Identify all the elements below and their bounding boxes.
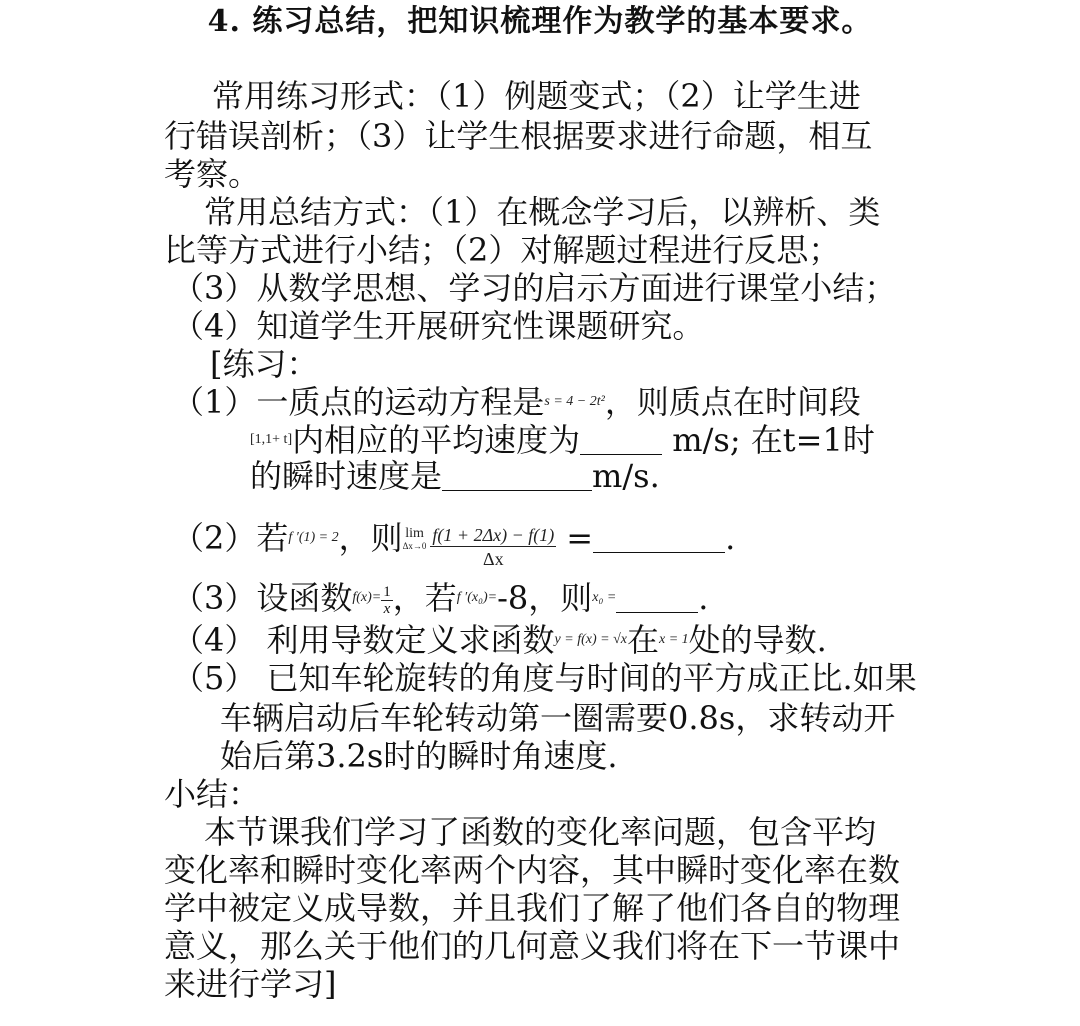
question-4-text-a: （4） 利用导数定义求函数 (172, 621, 555, 659)
question-3-text-c: -8，则 (497, 579, 593, 617)
section-title: 4. 练习总结，把知识梳理作为教学的基本要求。 (207, 4, 873, 39)
summary-methods-line-1: 常用总结方式：（1）在概念学习后，以辨析、类 (204, 193, 881, 231)
question-1-text-f: m/s. (592, 457, 660, 495)
conclusion-line-5: 来进行学习] (164, 965, 337, 1003)
question-3-line (172, 578, 708, 618)
time-interval-formula: [1,1+ t] (250, 432, 293, 447)
question-2-line (172, 518, 735, 571)
exercise-header: [练习： (210, 345, 319, 383)
average-speed-blank (580, 424, 662, 455)
question-1-text-b: ，则质点在时间段 (604, 383, 861, 421)
summary-methods-line-2: 比等方式进行小结；（2）对解题过程进行反思； (164, 231, 841, 269)
difference-quotient: $\frac{f(1 + 2\Delta x) - f(1)}{\Delta x}$ (432, 525, 555, 570)
question-1-text-c: 内相应的平均速度为 (292, 421, 581, 459)
question-2-end: . (725, 519, 736, 557)
question-1-line-2 (250, 420, 875, 460)
question-3-text-b: ，若 (392, 579, 457, 617)
question-1-text-a: （1）一质点的运动方程是 (172, 383, 545, 421)
sqrt-function-formula: y = f(x) = √x (554, 632, 627, 647)
question-2-text-a: （2）若 (172, 519, 289, 557)
question-1-text-e: 的瞬时速度是 (250, 457, 443, 495)
practice-forms-line-2: 行错误剖析；（3）让学生根据要求进行命题，相互 (164, 117, 873, 155)
summary-methods-line-4: （4）知道学生开展研究性课题研究。 (172, 307, 705, 345)
instant-speed-blank (442, 460, 592, 491)
conclusion-line-4: 意义，那么关于他们的几何意义我们将在下一节课中 (164, 927, 901, 965)
summary-methods-line-3: （3）从数学思想、学习的启示方面进行课堂小结； (172, 269, 897, 307)
derivative-condition-formula: f ′(1) = 2 (288, 530, 339, 545)
point-formula: x = 1 (659, 632, 689, 647)
question-3-end: . (698, 579, 709, 617)
conclusion-line-3: 学中被定义成导数，并且我们了解了他们各自的物理 (164, 889, 901, 927)
question-1-text-d: m/s; 在t=1时 (662, 421, 875, 459)
function-definition-formula: f(x)= (352, 590, 382, 605)
conclusion-line-1: 本节课我们学习了函数的变化率问题，包含平均 (204, 813, 877, 851)
question-1-line-1 (172, 382, 861, 422)
question-2-text-b: ，则 (338, 519, 403, 557)
question-4-line (172, 620, 827, 660)
limit-operator: lim Δx→0 (402, 526, 427, 551)
practice-forms-line-1: 常用练习形式：（1）例题变式；（2）让学生进 (212, 77, 861, 115)
x0-symbol: x₀ = (592, 590, 617, 605)
question-5-line-1: （5） 已知车轮旋转的角度与时间的平方成正比.如果 (172, 659, 917, 697)
conclusion-header: 小结： (164, 775, 261, 813)
limit-expression (403, 524, 557, 571)
practice-forms-line-3: 考察。 (164, 155, 261, 193)
question-4-text-c: 处的导数. (688, 621, 827, 659)
question-4-text-b: 在 (626, 621, 659, 659)
question-5-line-3: 始后第3.2s时的瞬时角速度. (220, 737, 618, 775)
derivative-at-x0-formula: f ′(x₀)= (456, 590, 498, 605)
question-3-text-a: （3）设函数 (172, 579, 353, 617)
question-1-line-3 (250, 456, 660, 496)
equals-sign: = (566, 519, 594, 557)
limit-answer-blank (593, 522, 725, 553)
reciprocal-fraction: $\frac{1}{x}$ (383, 584, 391, 617)
x0-answer-blank (616, 582, 698, 613)
motion-equation-formula: s = 4 − 2t² (544, 394, 605, 409)
conclusion-line-2: 变化率和瞬时变化率两个内容，其中瞬时变化率在数 (164, 851, 901, 889)
question-5-line-2: 车辆启动后车轮转动第一圈需要0.8s，求转动开 (220, 699, 896, 737)
